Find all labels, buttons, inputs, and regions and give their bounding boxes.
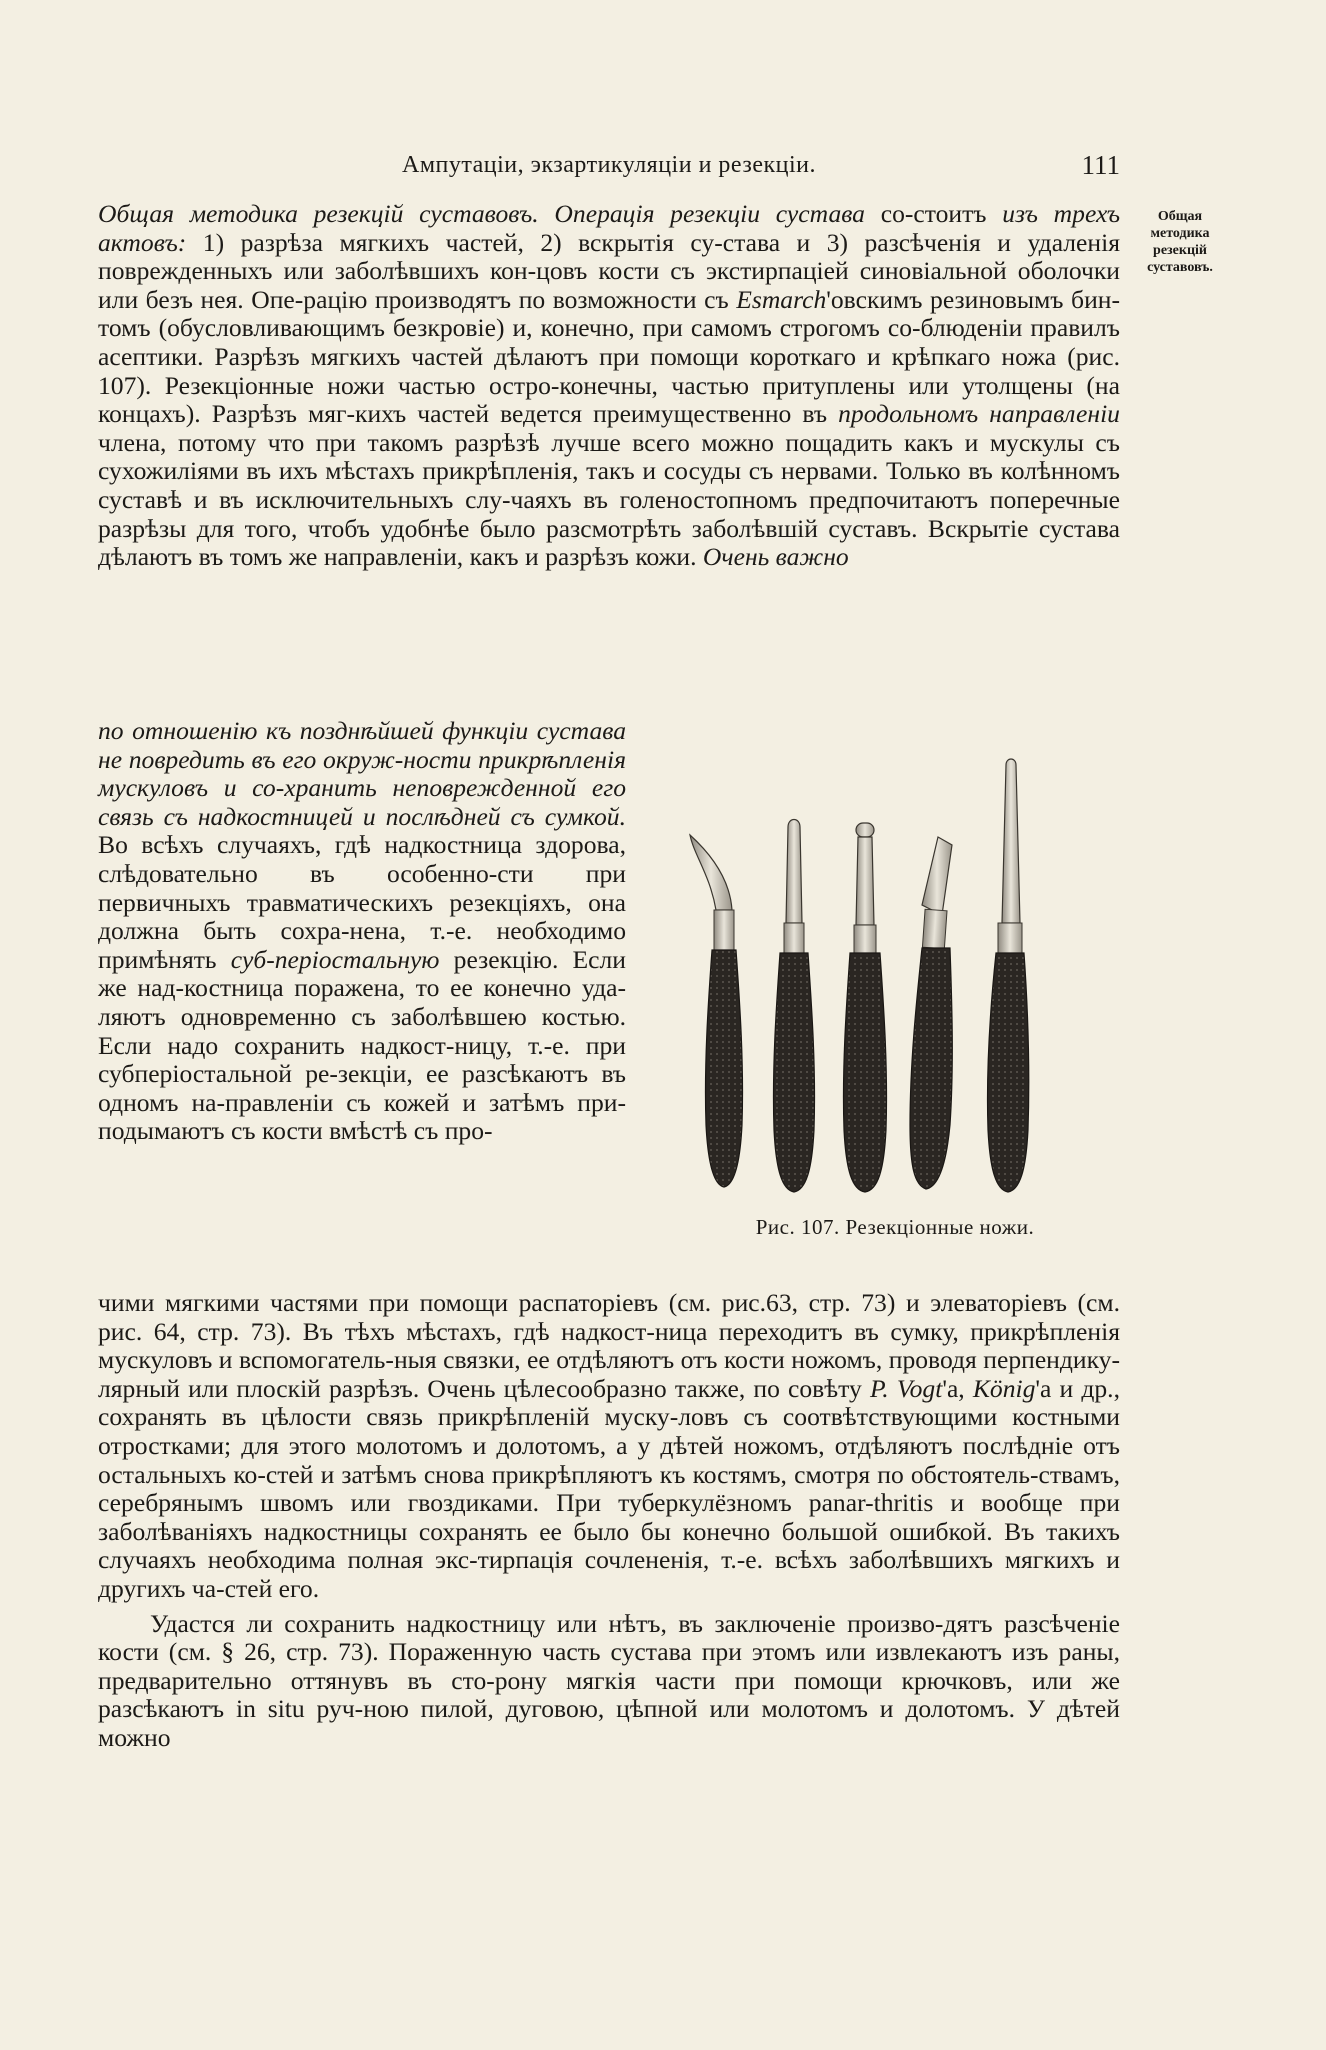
- knife-5: [987, 759, 1028, 1192]
- knife-2: [773, 820, 814, 1193]
- emphasis: P. Vogt: [869, 1373, 943, 1403]
- text-run: 1) разрѣза мягкихъ частей, 2) вскрытія су-става и 3) разсѣченія и удаленія поврежденныхъ или заболѣвшихъ кон-цовъ кости съ экстирпаціей синовіальной оболочки или безъ нея. Опе-рацію производятъ по возможности съ: [98, 227, 1120, 314]
- text-run: Во всѣхъ случаяхъ, гдѣ надкостница здорова, слѣдовательно въ особенно-сти при первичныхъ травматическихъ резекціяхъ, она должна быть сохра-нена, т.-е. необходимо примѣнять: [98, 830, 626, 974]
- text-run: чими мягкими частями при помощи распаторіевъ (см. рис.63, стр. 73) и элеваторіевъ (см. рис. 64, стр. 73). Въ тѣхъ мѣстахъ, гдѣ надкост-ница переходитъ въ сумку, прикрѣпленія мускуловъ и вспомогатель-ныя связки, ее отдѣляютъ отъ кости ножомъ, проводя перпендику-лярный или плоскій разрѣзъ. Очень цѣлесообразно также, по совѣту: [98, 1288, 1120, 1403]
- knife-3: [843, 823, 886, 1192]
- emphasis: Очень важно: [702, 542, 849, 572]
- emphasis: König: [972, 1373, 1036, 1403]
- emphasis: по отношенію къ позднѣйшей функціи сустава не повредить въ его окруж-ности прикрѣпленія мускуловъ и со-хранить неповрежденной его связь съ надкостницей и послѣдней съ сумкой.: [98, 716, 626, 831]
- section-heading: Общая методика резекцій суставовъ. Операція резекціи сустава: [98, 199, 865, 228]
- text-run: 'овскимъ резиновымъ бин-томъ (обусловливающимъ безкровіе) и, конечно, при самомъ строгомъ со-блюденіи правилъ асептики. Разрѣзъ мягкихъ частей дѣлаютъ при помощи короткаго и крѣпкаго ножа (рис. 107). Резекціонные ножи частью остро-конечны, частью притуплены или утолщены (на концахъ). Разрѣзъ мяг-кихъ частей ведется преимущественно въ: [98, 284, 1120, 429]
- margin-note-line: Общая: [1157, 209, 1203, 224]
- header-title: Ампутаціи, экзартикуляціи и резекціи.: [401, 152, 817, 178]
- running-header: [98, 150, 1120, 184]
- knife-1: [690, 835, 743, 1187]
- margin-note-line: резекцій: [1153, 243, 1207, 258]
- paragraph-2: Удастся ли сохранить надкостницу или нѣтъ, въ заключеніе произво-дятъ разсѣченіе кости (см. § 26, стр. 73). Пораженную часть сустава при этомъ или извлекаютъ изъ раны, предварительно оттянувъ въ сто-рону мягкія части при помощи крючковъ, или же разсѣкаютъ in situ руч-ною пилой, дуговою, цѣпной или молотомъ и долотомъ. У дѣтей можно: [98, 1608, 1120, 1752]
- emphasis: изъ трехъ актовъ:: [98, 199, 1120, 257]
- margin-note-line: суставовъ.: [1147, 260, 1213, 275]
- knife-4: [910, 837, 952, 1189]
- text-run: 'а и др., сохранять въ цѣлости связь прикрѣпленій муску-ловъ съ соотвѣтствующими костными отростками; для этого молотомъ и долотомъ, а у дѣтей ножомъ, отдѣляютъ послѣдніе отъ остальныхъ ко-стей и затѣмъ снова прикрѣпляютъ къ костямъ, смотря по обстоятель-ствамъ, серебрянымъ швомъ или гвоздиками. При туберкулёзномъ panar-thritis и вообще при заболѣваніяхъ надкостницы сохранять ее было бы конечно большой ошибкой. Въ такихъ случаяхъ необходима полная экс-тирпація сочлененія, т.-е. всѣхъ заболѣвшихъ мягкихъ и другихъ ча-стей его.: [98, 1373, 1120, 1603]
- figure-107: [660, 745, 1130, 1255]
- paragraph-1-bottom-and-paragraph-2: [98, 1289, 1120, 1753]
- text-run: со-стоитъ: [864, 199, 1003, 228]
- margin-note-line: методика: [1150, 226, 1210, 241]
- text-run: 'а,: [942, 1373, 973, 1403]
- emphasis: Esmarch: [736, 284, 827, 314]
- text-run: резекцію. Если же над-костница поражена, то ее конечно уда-ляютъ одновременно съ заболѣвшею костью. Если надо сохранить надкост-ницу, т.-е. при субперіостальной ре-зекціи, ее разсѣкаютъ въ одномъ на-правленіи съ кожей и затѣмъ при-подымаютъ съ кости вмѣстѣ съ про-: [98, 944, 626, 1146]
- page-number: 111: [1081, 150, 1120, 180]
- figure-caption: Рис. 107. Резекціонные ножи.: [755, 1215, 1035, 1239]
- margin-note: [1130, 208, 1230, 276]
- text-run: члена, потому что при такомъ разрѣзѣ лучше всего можно пощадить какъ и мускулы съ сухожиліями въ ихъ мѣстахъ прикрѣпленія, такъ и сосуды съ нервами. Только въ колѣнномъ суставѣ и въ исключительныхъ слу-чаяхъ въ голеностопномъ предпочитаютъ поперечные разрѣзы для того, чтобъ удобнѣе было разсмотрѣть заболѣвшій суставъ. Вскрытіе сустава дѣлаютъ въ томъ же направленіи, какъ и разрѣзъ кожи.: [98, 427, 1120, 572]
- paragraph-1-top: [98, 200, 1120, 572]
- emphasis: суб-періостальную: [230, 944, 440, 974]
- paragraph-1-middle: [98, 717, 626, 1146]
- emphasis: продольномъ направленіи: [838, 399, 1120, 429]
- resection-knives-illustration: [660, 745, 1130, 1205]
